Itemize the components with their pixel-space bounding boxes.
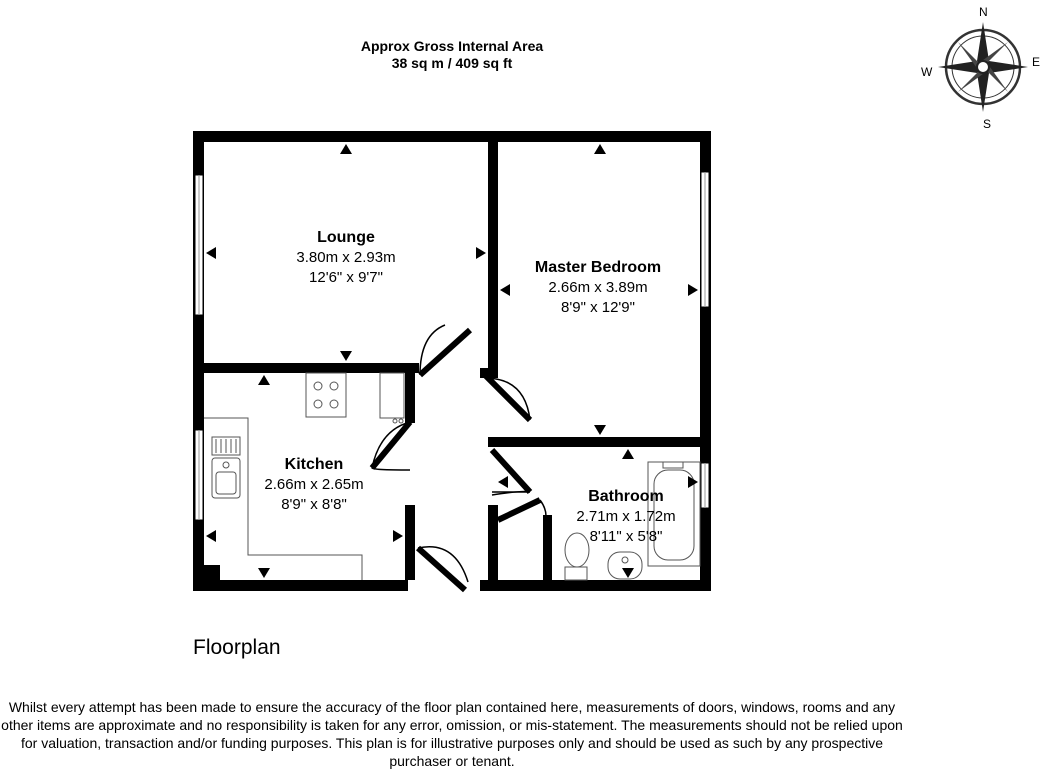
compass-west-label: W [921,65,933,79]
kitchen-name: Kitchen [284,456,344,473]
wall-bottom-right [480,580,711,591]
floorplan-label: Floorplan [193,636,281,659]
hob [306,373,346,417]
door-kitchen-leaf [372,422,410,468]
wall-top [193,131,711,142]
wall-bottom-left [193,580,408,591]
lounge-imperial: 12'6" x 9'7" [309,269,383,286]
compass-south-label: S [983,117,992,131]
toilet-bowl [565,533,589,567]
toilet-cistern [565,567,587,580]
corner-block [204,565,220,580]
fridge [380,373,404,418]
kitchen-imperial: 8'9" x 8'8" [281,496,347,513]
door-kitchen-swing [372,468,410,470]
compass-north-label: N [979,5,988,19]
wall-kitchen-hall-lower [405,505,415,580]
gross-area-value: 38 sq m / 409 sq ft [391,55,513,71]
door-lounge-leaf [420,330,470,375]
door-entrance-leaf [418,548,465,590]
room-labels [264,229,675,545]
bathroom-imperial: 8'11" x 5'8" [589,528,663,545]
wall-cupboard [543,515,552,580]
wall-lounge-bedroom [488,142,498,368]
lounge-metric: 3.80m x 2.93m [296,249,396,266]
bedroom-imperial: 8'9" x 12'9" [561,299,635,316]
disclaimer-text: Whilst every attempt has been made to ensure the accuracy of the floor plan contained here, measurements of doors, windows, rooms and any other items are approximate and no responsibility is taken for any error, omission, or mis-statement. The measurements should not be relied upon for valuation, transaction and/or funding purposes. This plan is for illustrative purposes only and should be used as such by any prospective purchaser or tenant. [1,699,903,769]
door-bathroom-leaf [492,450,530,492]
compass-east-label: E [1032,55,1041,69]
bedroom-metric: 2.66m x 3.89m [548,279,648,296]
bathroom-metric: 2.71m x 1.72m [576,508,676,525]
bathroom-name: Bathroom [588,488,664,505]
kitchen-metric: 2.66m x 2.65m [264,476,364,493]
wall-kitchen-hall-upper [405,373,415,423]
wall-lounge-kitchen [204,363,419,373]
basin [608,552,642,579]
gross-area-title: Approx Gross Internal Area [360,38,544,54]
door-cupboard-leaf [498,500,540,520]
compass-icon [921,5,1040,131]
bedroom-name: Master Bedroom [534,259,662,276]
wall-bedroom-bathroom [488,437,700,447]
wall-hall-bathroom [488,505,498,580]
lounge-name: Lounge [317,229,375,246]
